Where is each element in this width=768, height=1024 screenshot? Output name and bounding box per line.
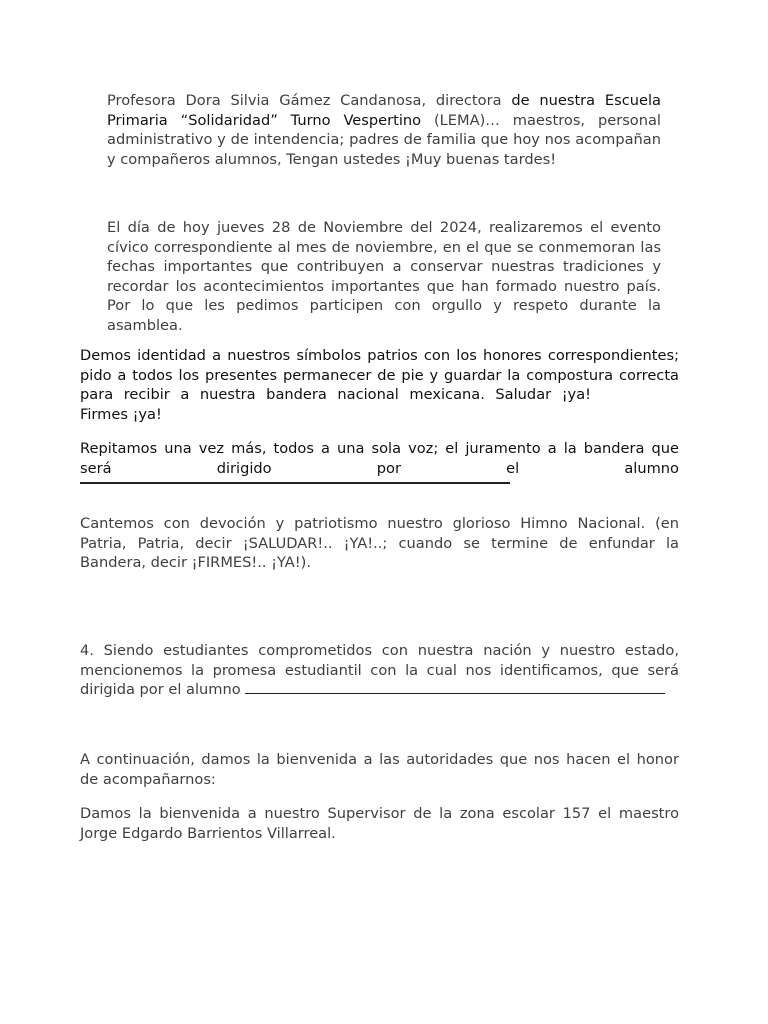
intro-text-part1: Profesora Dora Silvia Gámez Candanosa, directora <box>107 92 512 109</box>
intro-text-part3: (LEMA)… maestros, personal administrativo y de intendencia; padres de familia que hoy nos acompañan y compañeros alumnos, Tengan ustedes ¡Muy buenas tardes! <box>107 111 661 168</box>
oath-paragraph <box>80 439 679 478</box>
honors-text: Demos identidad a nuestros símbolos patrios con los honores correspondientes; pido a todos los presentes permanecer de pie y guardar la compostura correcta para recibir a nuestra bandera nacional mexicana. <box>80 347 679 404</box>
welcome-intro-paragraph: A continuación, damos la bienvenida a las autoridades que nos hacen el honor de acompañarnos: <box>80 751 679 788</box>
pledge-paragraph <box>80 641 679 700</box>
honors-paragraph <box>80 346 679 424</box>
intro-paragraph <box>107 91 661 169</box>
honors-command-attention: Firmes ¡ya! <box>80 405 162 423</box>
intro-school-name: de nuestra Escuela Primaria “Solidaridad” Turno Vespertino <box>107 92 661 129</box>
honors-command-salute: Saludar ¡ya! <box>495 386 591 404</box>
oath-student-blank <box>80 482 510 484</box>
oath-line-1: Repitamos una vez más, todos a una sola voz; el juramento a la bandera que <box>80 440 679 457</box>
anthem-paragraph: Cantemos con devoción y patriotismo nuestro glorioso Himno Nacional. (en Patria, Patria, decir ¡SALUDAR!.. ¡YA!..; cuando se termine de enfundar la Bandera, decir ¡FIRMES!.. ¡YA!). <box>80 515 679 572</box>
pledge-text: 4. Siendo estudiantes comprometidos con nuestra nación y nuestro estado, mencionemos la promesa estudiantil con la cual nos identificamos, que será dirigida por el alumno <box>80 642 679 699</box>
event-paragraph: El día de hoy jueves 28 de Noviembre del 2024, realizaremos el evento cívico correspondiente al mes de noviembre, en el que se conmemoran las fechas importantes que contribuyen a conservar nuestras tradiciones y recordar los acontecimientos importantes que han formado nuestro país. Por lo que les pedimos participen con orgullo y respeto durante la asamblea. <box>107 219 661 334</box>
pledge-student-blank <box>245 680 665 694</box>
welcome-supervisor-paragraph: Damos la bienvenida a nuestro Supervisor de la zona escolar 157 el maestro Jorge Edgardo Barrientos Villarreal. <box>80 805 679 842</box>
oath-line-2: será dirigido por el alumno <box>80 459 679 477</box>
